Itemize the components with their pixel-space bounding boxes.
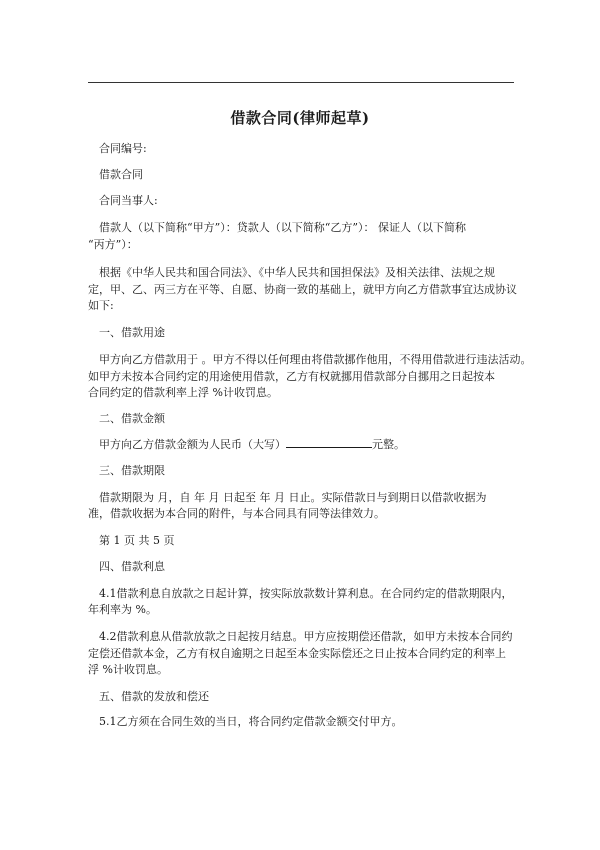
section-2-amount-prefix: 甲方向乙方借款金额为人民币（大写） bbox=[99, 438, 286, 451]
amount-blank bbox=[286, 437, 372, 448]
preamble-line-2: 定，甲、乙、丙三方在平等、自愿、协商一致的基础上，就甲方向乙方借款事宜达成协议 bbox=[88, 283, 517, 296]
parties-line-2: “丙方”）： bbox=[88, 238, 138, 251]
section-3-line-1: 借款期限为 月，自 年 月 日起至 年 月 日止。实际借款日与到期日以借款收据为 bbox=[99, 491, 487, 504]
document-name: 借款合同 bbox=[99, 168, 143, 181]
section-2-amount-suffix: 元整。 bbox=[372, 438, 405, 451]
preamble-line-1: 根据《中华人民共和国合同法》、《中华人民共和国担保法》及相关法律、法规之规 bbox=[99, 266, 495, 279]
section-4-2-line-1: 4.2借款利息从借款放款之日起按月结息。甲方应按期偿还借款，如甲方未按本合同约 bbox=[99, 630, 513, 643]
section-5-heading: 五、借款的发放和偿还 bbox=[99, 690, 209, 703]
section-4-1-line-1: 4.1借款利息自放款之日起计算，按实际放款数计算利息。在合同约定的借款期限内， bbox=[99, 587, 513, 600]
section-2-heading: 二、借款金额 bbox=[99, 412, 165, 425]
section-3-line-2: 准，借款收据为本合同的附件，与本合同具有同等法律效力。 bbox=[88, 507, 385, 520]
document-title: 借款合同(律师起草) bbox=[230, 109, 370, 127]
parties-line-1: 借款人（以下简称“甲方”）：贷款人（以下简称“乙方”）： 保证人（以下简称 bbox=[99, 221, 466, 234]
section-4-2-line-2: 定偿还借款本金，乙方有权自逾期之日起至本金实际偿还之日止按本合同约定的利率上 bbox=[88, 647, 506, 660]
section-5-1: 5.1乙方须在合同生效的当日，将合同约定借款金额交付甲方。 bbox=[99, 715, 403, 728]
section-2-amount bbox=[88, 436, 514, 453]
section-1-line-3: 合同约定的借款利率上浮 %计收罚息。 bbox=[88, 386, 278, 399]
page-indicator: 第 1 页 共 5 页 bbox=[99, 534, 175, 547]
section-1-line-2: 如甲方未按本合同约定的用途使用借款，乙方有权就挪用借款部分自挪用之日起按本 bbox=[88, 370, 495, 383]
section-1-heading: 一、借款用途 bbox=[99, 326, 165, 339]
section-4-heading: 四、借款利息 bbox=[99, 560, 165, 573]
section-4-2-line-3: 浮 %计收罚息。 bbox=[88, 663, 168, 676]
header-rule bbox=[88, 82, 514, 83]
parties-label: 合同当事人: bbox=[99, 194, 158, 207]
section-1-line-1: 甲方向乙方借款用于 。甲方不得以任何理由将借款挪作他用，不得用借款进行违法活动。 bbox=[99, 353, 532, 366]
section-4-1-line-2: 年利率为 %。 bbox=[88, 603, 157, 616]
preamble-line-3: 如下: bbox=[88, 299, 114, 312]
contract-number-label: 合同编号: bbox=[99, 142, 147, 155]
section-3-heading: 三、借款期限 bbox=[99, 464, 165, 477]
